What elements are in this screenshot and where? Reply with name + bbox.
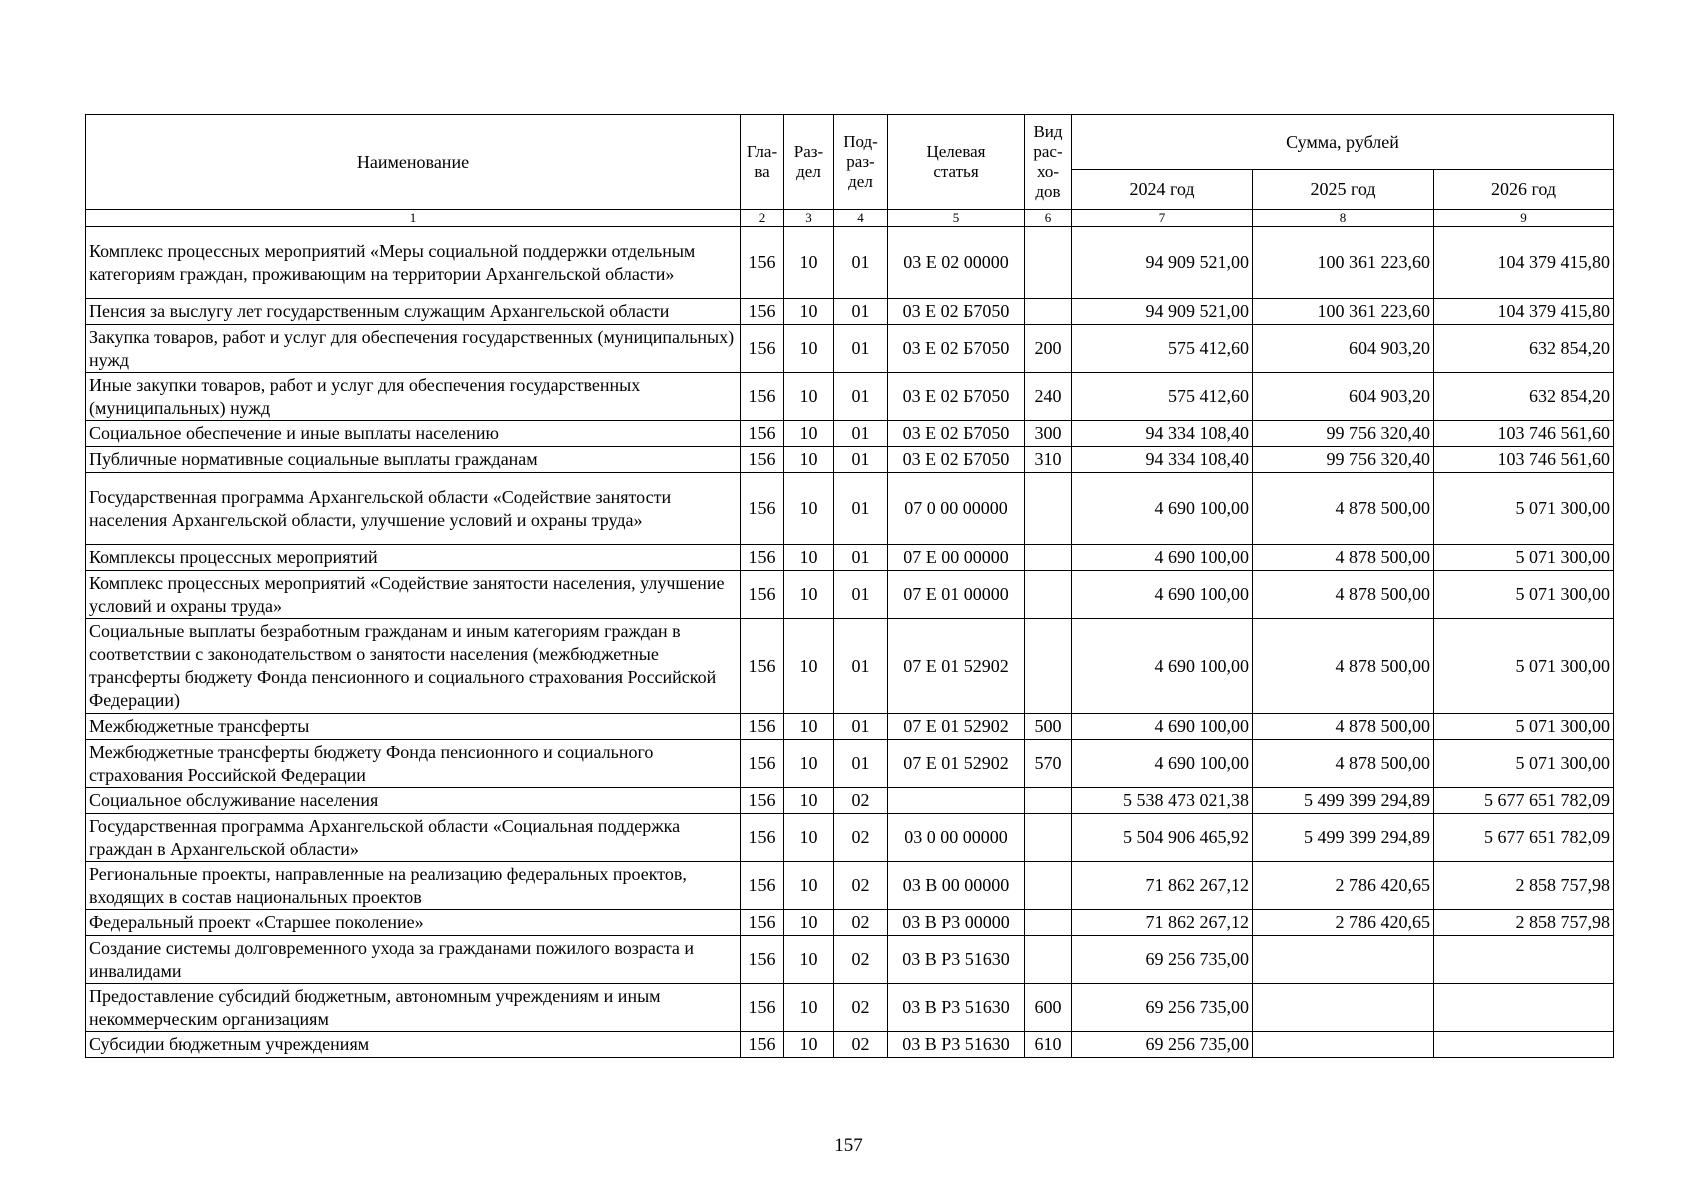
- row-razdel: 10: [784, 1032, 834, 1058]
- row-podrazdel: 01: [834, 373, 888, 421]
- row-glava: 156: [741, 788, 784, 814]
- row-sum-2024: 4 690 100,00: [1072, 473, 1253, 545]
- row-podrazdel: 01: [834, 473, 888, 545]
- row-vid-raskhodov: [1025, 545, 1072, 571]
- row-name: Пенсия за выслугу лет государственным служащим Архангельской области: [86, 299, 741, 325]
- row-glava: 156: [741, 571, 784, 619]
- column-number: 6: [1025, 210, 1072, 227]
- row-podrazdel: 02: [834, 788, 888, 814]
- row-name: Предоставление субсидий бюджетным, автономным учреждениям и иным некоммерческим организациям: [86, 984, 741, 1032]
- table-row: [86, 473, 1614, 545]
- row-name: Комплекс процессных мероприятий «Содействие занятости населения, улучшение условий и охраны труда»: [86, 571, 741, 619]
- row-glava: 156: [741, 936, 784, 984]
- row-tselevaya-statya: 03 Е 02 Б7050: [888, 325, 1025, 373]
- row-name: Региональные проекты, направленные на реализацию федеральных проектов, входящих в состав национальных проектов: [86, 862, 741, 910]
- row-sum-2025: 604 903,20: [1253, 373, 1434, 421]
- column-number: 1: [86, 210, 741, 227]
- row-podrazdel: 01: [834, 325, 888, 373]
- row-podrazdel: 01: [834, 571, 888, 619]
- row-glava: 156: [741, 862, 784, 910]
- row-sum-2026: [1434, 1032, 1614, 1058]
- row-sum-2026: [1434, 984, 1614, 1032]
- row-sum-2024: 4 690 100,00: [1072, 714, 1253, 740]
- row-glava: 156: [741, 447, 784, 473]
- header-year-2026: 2026 год: [1434, 170, 1614, 210]
- table-row: [86, 373, 1614, 421]
- table-row: [86, 1032, 1614, 1058]
- row-tselevaya-statya: 03 В 00 00000: [888, 862, 1025, 910]
- row-podrazdel: 01: [834, 227, 888, 299]
- row-sum-2026: 2 858 757,98: [1434, 910, 1614, 936]
- table-row: [86, 788, 1614, 814]
- row-razdel: 10: [784, 325, 834, 373]
- table-row: [86, 571, 1614, 619]
- row-name: Социальные выплаты безработным гражданам и иным категориям граждан в соответствии с законодательством о занятости населения (межбюджетные трансферты бюджету Фонда пенсионного и социального страхования Российской Федерации): [86, 619, 741, 714]
- row-razdel: 10: [784, 421, 834, 447]
- row-name: Публичные нормативные социальные выплаты гражданам: [86, 447, 741, 473]
- table-row: [86, 619, 1614, 714]
- row-sum-2024: 94 909 521,00: [1072, 299, 1253, 325]
- row-glava: 156: [741, 984, 784, 1032]
- column-number: 2: [741, 210, 784, 227]
- row-podrazdel: 01: [834, 714, 888, 740]
- row-sum-2024: 4 690 100,00: [1072, 740, 1253, 788]
- row-vid-raskhodov: 300: [1025, 421, 1072, 447]
- row-glava: 156: [741, 421, 784, 447]
- row-podrazdel: 01: [834, 421, 888, 447]
- table-row: [86, 984, 1614, 1032]
- row-sum-2024: 5 538 473 021,38: [1072, 788, 1253, 814]
- column-number: 4: [834, 210, 888, 227]
- row-name: Комплекс процессных мероприятий «Меры социальной поддержки отдельным категориям граждан, проживающим на территории Архангельской области»: [86, 227, 741, 299]
- row-razdel: 10: [784, 862, 834, 910]
- header-name: Наименование: [86, 115, 741, 210]
- table-row: [86, 447, 1614, 473]
- column-number: 3: [784, 210, 834, 227]
- table-row: [86, 421, 1614, 447]
- row-podrazdel: 02: [834, 910, 888, 936]
- column-number: 5: [888, 210, 1025, 227]
- row-vid-raskhodov: [1025, 619, 1072, 714]
- row-tselevaya-statya: 07 0 00 00000: [888, 473, 1025, 545]
- row-sum-2026: 632 854,20: [1434, 325, 1614, 373]
- row-podrazdel: 02: [834, 984, 888, 1032]
- row-sum-2026: 104 379 415,80: [1434, 227, 1614, 299]
- row-vid-raskhodov: 610: [1025, 1032, 1072, 1058]
- row-tselevaya-statya: 07 Е 01 00000: [888, 571, 1025, 619]
- row-tselevaya-statya: 03 Е 02 Б7050: [888, 421, 1025, 447]
- row-name: Межбюджетные трансферты бюджету Фонда пенсионного и социального страхования Российской Федерации: [86, 740, 741, 788]
- row-razdel: 10: [784, 545, 834, 571]
- header-glava: Гла- ва: [741, 115, 784, 210]
- row-tselevaya-statya: 03 Е 02 Б7050: [888, 373, 1025, 421]
- row-podrazdel: 02: [834, 862, 888, 910]
- row-podrazdel: 02: [834, 814, 888, 862]
- row-sum-2025: 2 786 420,65: [1253, 910, 1434, 936]
- table-row: [86, 545, 1614, 571]
- row-name: Иные закупки товаров, работ и услуг для обеспечения государственных (муниципальных) нужд: [86, 373, 741, 421]
- row-sum-2024: 575 412,60: [1072, 325, 1253, 373]
- row-name: Создание системы долговременного ухода за гражданами пожилого возраста и инвалидами: [86, 936, 741, 984]
- row-name: Государственная программа Архангельской области «Социальная поддержка граждан в Архангельской области»: [86, 814, 741, 862]
- row-sum-2024: 71 862 267,12: [1072, 862, 1253, 910]
- table-row: [86, 740, 1614, 788]
- row-glava: 156: [741, 910, 784, 936]
- row-sum-2024: 94 334 108,40: [1072, 421, 1253, 447]
- header-summa: Сумма, рублей: [1072, 115, 1614, 170]
- table-row: [86, 227, 1614, 299]
- row-sum-2026: 5 071 300,00: [1434, 714, 1614, 740]
- row-razdel: 10: [784, 447, 834, 473]
- row-razdel: 10: [784, 936, 834, 984]
- row-sum-2025: 99 756 320,40: [1253, 421, 1434, 447]
- row-sum-2026: [1434, 936, 1614, 984]
- row-razdel: 10: [784, 714, 834, 740]
- table-row: [86, 325, 1614, 373]
- row-glava: 156: [741, 740, 784, 788]
- row-vid-raskhodov: 200: [1025, 325, 1072, 373]
- table-row: [86, 862, 1614, 910]
- row-sum-2025: 4 878 500,00: [1253, 619, 1434, 714]
- row-sum-2025: 4 878 500,00: [1253, 714, 1434, 740]
- row-sum-2025: 604 903,20: [1253, 325, 1434, 373]
- row-name: Государственная программа Архангельской области «Содействие занятости населения Архангельской области, улучшение условий и охраны труда»: [86, 473, 741, 545]
- row-tselevaya-statya: 07 Е 01 52902: [888, 714, 1025, 740]
- row-tselevaya-statya: 03 Е 02 Б7050: [888, 299, 1025, 325]
- row-tselevaya-statya: [888, 788, 1025, 814]
- row-razdel: 10: [784, 373, 834, 421]
- table-row: [86, 714, 1614, 740]
- row-glava: 156: [741, 325, 784, 373]
- row-sum-2024: 4 690 100,00: [1072, 571, 1253, 619]
- row-glava: 156: [741, 814, 784, 862]
- header-year-2024: 2024 год: [1072, 170, 1253, 210]
- row-sum-2025: 2 786 420,65: [1253, 862, 1434, 910]
- row-razdel: 10: [784, 227, 834, 299]
- row-sum-2024: 69 256 735,00: [1072, 936, 1253, 984]
- row-vid-raskhodov: 310: [1025, 447, 1072, 473]
- row-sum-2025: 4 878 500,00: [1253, 473, 1434, 545]
- row-tselevaya-statya: 03 В Р3 00000: [888, 910, 1025, 936]
- row-sum-2025: 4 878 500,00: [1253, 545, 1434, 571]
- row-razdel: 10: [784, 984, 834, 1032]
- row-sum-2025: 4 878 500,00: [1253, 740, 1434, 788]
- row-sum-2026: 5 071 300,00: [1434, 473, 1614, 545]
- row-tselevaya-statya: 03 В Р3 51630: [888, 1032, 1025, 1058]
- row-tselevaya-statya: 03 Е 02 Б7050: [888, 447, 1025, 473]
- row-name: Комплексы процессных мероприятий: [86, 545, 741, 571]
- row-podrazdel: 01: [834, 545, 888, 571]
- row-podrazdel: 01: [834, 447, 888, 473]
- row-vid-raskhodov: [1025, 299, 1072, 325]
- row-vid-raskhodov: [1025, 473, 1072, 545]
- row-tselevaya-statya: 07 Е 00 00000: [888, 545, 1025, 571]
- row-sum-2026: 2 858 757,98: [1434, 862, 1614, 910]
- row-vid-raskhodov: [1025, 814, 1072, 862]
- row-sum-2026: 5 071 300,00: [1434, 740, 1614, 788]
- row-tselevaya-statya: 03 В Р3 51630: [888, 984, 1025, 1032]
- row-vid-raskhodov: 500: [1025, 714, 1072, 740]
- header-podrazdel: Под- раз- дел: [834, 115, 888, 210]
- row-vid-raskhodov: [1025, 936, 1072, 984]
- row-sum-2024: 69 256 735,00: [1072, 984, 1253, 1032]
- row-sum-2026: 5 677 651 782,09: [1434, 814, 1614, 862]
- row-glava: 156: [741, 473, 784, 545]
- row-razdel: 10: [784, 740, 834, 788]
- row-sum-2025: [1253, 1032, 1434, 1058]
- row-glava: 156: [741, 373, 784, 421]
- row-razdel: 10: [784, 299, 834, 325]
- row-sum-2024: 71 862 267,12: [1072, 910, 1253, 936]
- row-sum-2024: 575 412,60: [1072, 373, 1253, 421]
- row-vid-raskhodov: 570: [1025, 740, 1072, 788]
- row-sum-2026: 103 746 561,60: [1434, 421, 1614, 447]
- row-vid-raskhodov: [1025, 571, 1072, 619]
- row-glava: 156: [741, 545, 784, 571]
- row-name: Федеральный проект «Старшее поколение»: [86, 910, 741, 936]
- row-sum-2025: 100 361 223,60: [1253, 299, 1434, 325]
- header-year-2025: 2025 год: [1253, 170, 1434, 210]
- row-sum-2025: 5 499 399 294,89: [1253, 788, 1434, 814]
- table-row: [86, 814, 1614, 862]
- column-number: 7: [1072, 210, 1253, 227]
- page-number: 157: [834, 1135, 863, 1156]
- row-tselevaya-statya: 07 Е 01 52902: [888, 740, 1025, 788]
- row-sum-2024: 94 909 521,00: [1072, 227, 1253, 299]
- row-tselevaya-statya: 03 В Р3 51630: [888, 936, 1025, 984]
- row-name: Социальное обеспечение и иные выплаты населению: [86, 421, 741, 447]
- budget-table: [85, 114, 1614, 1058]
- row-sum-2025: 100 361 223,60: [1253, 227, 1434, 299]
- row-glava: 156: [741, 714, 784, 740]
- row-razdel: 10: [784, 910, 834, 936]
- column-number: 8: [1253, 210, 1434, 227]
- row-name: Закупка товаров, работ и услуг для обеспечения государственных (муниципальных) нужд: [86, 325, 741, 373]
- header-vid-raskhodov: Вид рас- хо- дов: [1025, 115, 1072, 210]
- row-sum-2025: 5 499 399 294,89: [1253, 814, 1434, 862]
- header-row: [86, 115, 1614, 170]
- row-glava: 156: [741, 227, 784, 299]
- row-sum-2024: 4 690 100,00: [1072, 619, 1253, 714]
- row-vid-raskhodov: [1025, 862, 1072, 910]
- row-razdel: 10: [784, 788, 834, 814]
- row-sum-2024: 94 334 108,40: [1072, 447, 1253, 473]
- row-razdel: 10: [784, 571, 834, 619]
- row-name: Субсидии бюджетным учреждениям: [86, 1032, 741, 1058]
- row-sum-2025: 4 878 500,00: [1253, 571, 1434, 619]
- row-tselevaya-statya: 07 Е 01 52902: [888, 619, 1025, 714]
- header-razdel: Раз- дел: [784, 115, 834, 210]
- row-sum-2024: 5 504 906 465,92: [1072, 814, 1253, 862]
- row-vid-raskhodov: [1025, 788, 1072, 814]
- row-podrazdel: 01: [834, 740, 888, 788]
- row-podrazdel: 01: [834, 619, 888, 714]
- column-number: 9: [1434, 210, 1614, 227]
- row-sum-2025: [1253, 984, 1434, 1032]
- row-razdel: 10: [784, 473, 834, 545]
- row-razdel: 10: [784, 619, 834, 714]
- row-podrazdel: 02: [834, 1032, 888, 1058]
- row-sum-2026: 5 677 651 782,09: [1434, 788, 1614, 814]
- row-sum-2024: 4 690 100,00: [1072, 545, 1253, 571]
- table-row: [86, 936, 1614, 984]
- row-tselevaya-statya: 03 Е 02 00000: [888, 227, 1025, 299]
- row-sum-2024: 69 256 735,00: [1072, 1032, 1253, 1058]
- row-glava: 156: [741, 299, 784, 325]
- row-glava: 156: [741, 1032, 784, 1058]
- row-name: Межбюджетные трансферты: [86, 714, 741, 740]
- row-vid-raskhodov: 600: [1025, 984, 1072, 1032]
- row-tselevaya-statya: 03 0 00 00000: [888, 814, 1025, 862]
- column-number-row: [86, 210, 1614, 227]
- row-sum-2026: 5 071 300,00: [1434, 571, 1614, 619]
- row-vid-raskhodov: [1025, 227, 1072, 299]
- row-podrazdel: 01: [834, 299, 888, 325]
- row-sum-2026: 104 379 415,80: [1434, 299, 1614, 325]
- row-sum-2026: 103 746 561,60: [1434, 447, 1614, 473]
- table-row: [86, 910, 1614, 936]
- row-sum-2026: 5 071 300,00: [1434, 619, 1614, 714]
- table-row: [86, 299, 1614, 325]
- row-sum-2025: [1253, 936, 1434, 984]
- row-sum-2026: 632 854,20: [1434, 373, 1614, 421]
- row-sum-2025: 99 756 320,40: [1253, 447, 1434, 473]
- row-name: Социальное обслуживание населения: [86, 788, 741, 814]
- row-podrazdel: 02: [834, 936, 888, 984]
- row-glava: 156: [741, 619, 784, 714]
- row-vid-raskhodov: 240: [1025, 373, 1072, 421]
- header-tselevaya-statya: Целевая статья: [888, 115, 1025, 210]
- row-razdel: 10: [784, 814, 834, 862]
- row-sum-2026: 5 071 300,00: [1434, 545, 1614, 571]
- row-vid-raskhodov: [1025, 910, 1072, 936]
